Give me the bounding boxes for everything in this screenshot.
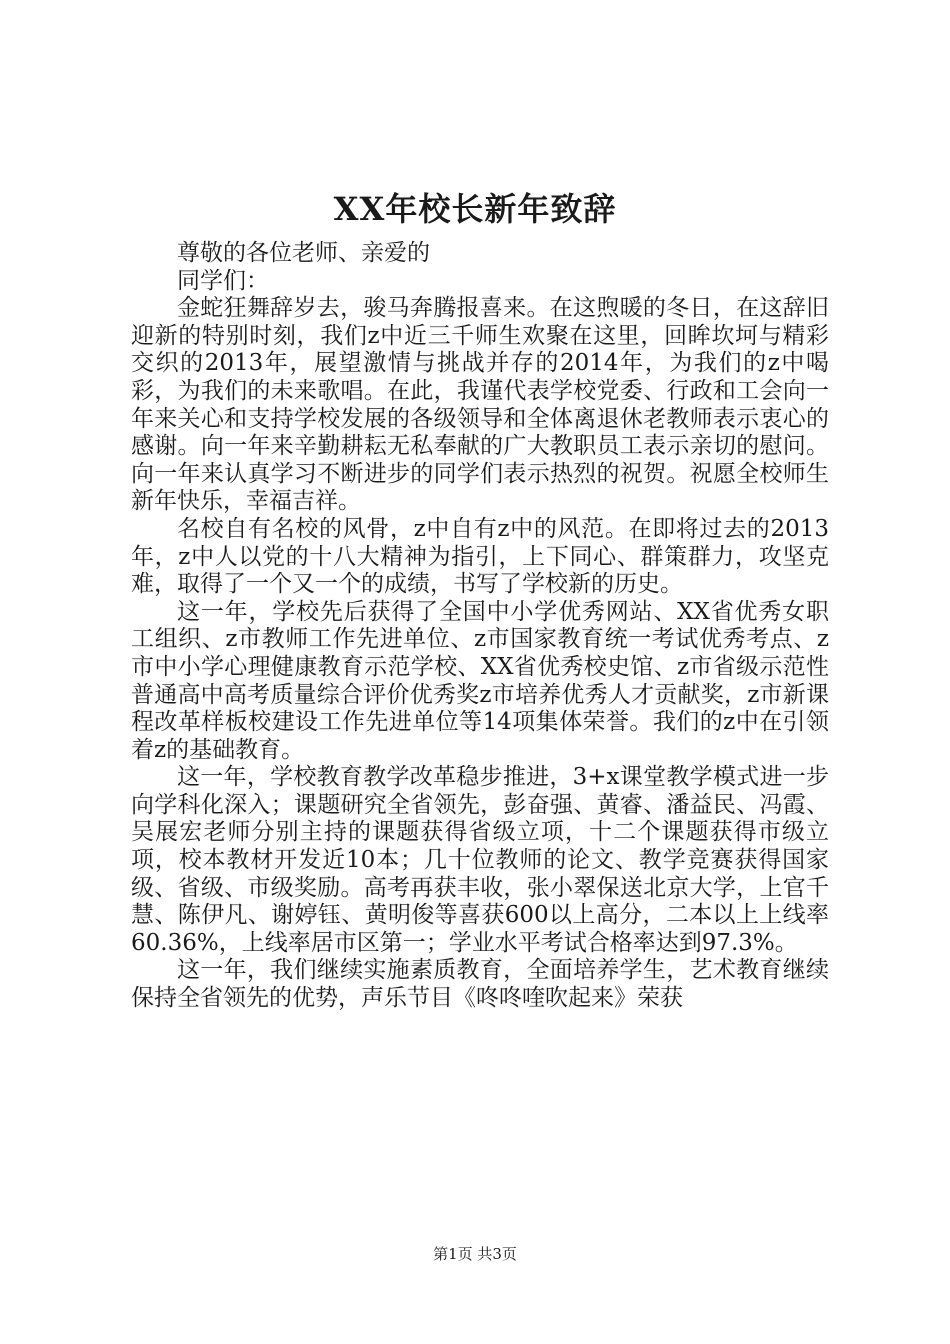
paragraph: 这一年，学校教育教学改革稳步推进，3+x课堂教学模式进一步向学科化深入；课题研究全省领先，彭奋强、黄睿、潘益民、冯霞、吴展宏老师分别主持的课题获得省级立项，十二个课题获得市级立项，校本教材开发近10本；几十位教师的论文、教学竞赛获得国家级、省级、市级奖励。高考再获丰收，张小翠保送北京大学，上官千慧、陈伊凡、谢婷钰、黄明俊等喜获600以上高分，二本以上上线率60.36%，上线率居市区第一；学业水平考试合格率达到97.3%。	[131, 764, 829, 956]
salutation-line-2: 同学们：	[177, 267, 269, 294]
page-footer: 第1页 共3页	[433, 1245, 517, 1263]
document-body	[131, 240, 829, 1013]
paragraph: 这一年，我们继续实施素质教育，全面培养学生，艺术教育继续保持全省领先的优势，声乐节目《咚咚喹吹起来》荣获	[131, 957, 829, 1012]
paragraph: 金蛇狂舞辞岁去，骏马奔腾报喜来。在这煦暖的冬日，在这辞旧迎新的特别时刻，我们z中近三千师生欢聚在这里，回眸坎坷与精彩交织的2013年，展望激情与挑战并存的2014年，为我们的z中喝彩，为我们的未来歌唱。在此，我谨代表学校党委、行政和工会向一年来关心和支持学校发展的各级领导和全体离退休老教师表示衷心的感谢。向一年来辛勤耕耘无私奉献的广大教职员工表示亲切的慰问。向一年来认真学习不断进步的同学们表示热烈的祝贺。祝愿全校师生新年快乐，幸福吉祥。	[131, 295, 829, 515]
paragraph: 名校自有名校的风骨，z中自有z中的风范。在即将过去的2013年，z中人以党的十八大精神为指引，上下同心、群策群力，攻坚克难，取得了一个又一个的成绩，书写了学校新的历史。	[131, 515, 829, 598]
document-title: XX年校长新年致辞	[333, 190, 617, 228]
salutation-line-1: 尊敬的各位老师、亲爱的	[177, 240, 430, 266]
paragraph: 这一年，学校先后获得了全国中小学优秀网站、XX省优秀女职工组织、z市教师工作先进单位、z市国家教育统一考试优秀考点、z市中小学心理健康教育示范学校、XX省优秀校史馆、z市省级示范性普通高中高考质量综合评价优秀奖z市培养优秀人才贡献奖，z市新课程改革样板校建设工作先进单位等14项集体荣誉。我们的z中在引领着z的基础教育。	[131, 598, 829, 763]
